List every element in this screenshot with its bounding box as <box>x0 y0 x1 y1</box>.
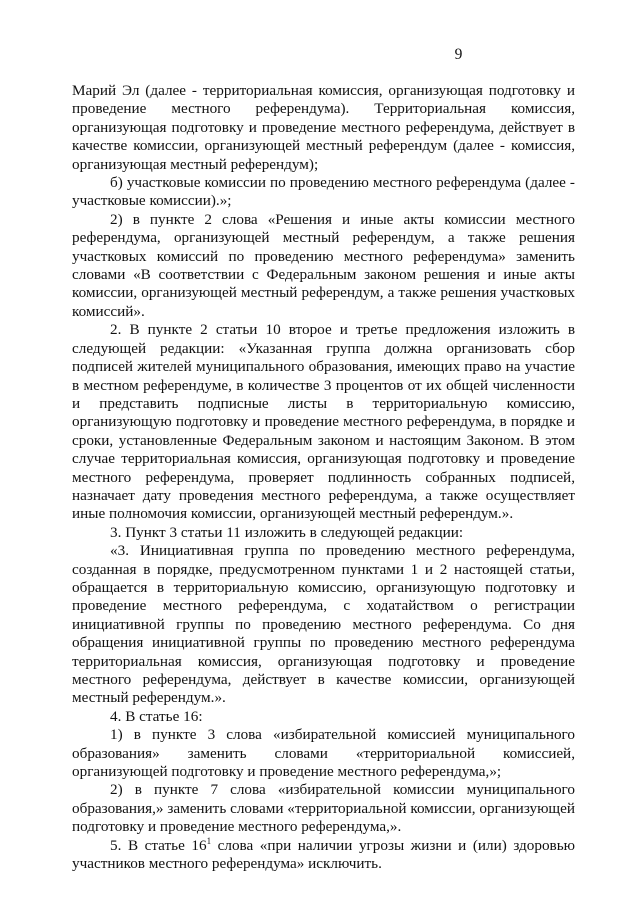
paragraph-10-start: 5. В статье 16 <box>110 836 207 854</box>
paragraph-8: 1) в пункте 3 слова «избирательной комиссией муниципального образования» заменить словами «территориальной комиссией, организующей подготовку и проведение местного референдума,»; <box>72 726 575 781</box>
paragraph-3: 2) в пункте 2 слова «Решения и иные акты комиссии местного референдума, организующей местный референдум, а также решения участковых комиссий по проведению местного референдума» заменить словами «В соответствии с Федеральным законом решения и иные акты комиссии, организующей местный референдум, а также решения участковых комиссий». <box>72 210 575 320</box>
paragraph-1: Марий Эл (далее - территориальная комиссия, организующая подготовку и проведение местного референдума). Территориальная комиссия, организующая подготовку и проведение местного референдума, действует в качестве комиссии, организующей местный референдум (далее - комиссия, организующая местный референдум); <box>72 82 575 173</box>
page-number: 9 <box>454 46 463 63</box>
paragraph-7: 4. В статье 16: <box>110 707 203 725</box>
superscript-mark: 1 <box>206 835 212 846</box>
paragraph-5: 3. Пункт 3 статьи 11 изложить в следующей редакции: <box>110 523 464 541</box>
paragraph-9: 2) в пункте 7 слова «избирательной комиссии муниципального образования,» заменить словами «территориальной комиссии, организующей подготовку и проведение местного референдума,». <box>72 781 575 836</box>
paragraph-6: «3. Инициативная группа по проведению местного референдума, созданная в порядке, предусмотренном пунктами 1 и 2 настоящей статьи, обращается в территориальную комиссию, организующую подготовку и проведение местного референдума, с ходатайством о регистрации инициативной группы по проведению местного референдума. Со дня обращения инициативной группы по проведению местного референдума территориальная комиссия, организующая подготовку и проведение местного референдума, действует в качестве комиссии, организующей местный референдум.». <box>72 542 575 707</box>
document-body <box>72 82 575 873</box>
paragraph-10-end: слова «при наличии угрозы жизни и (или) здоровью участников местного референдума» исключить. <box>72 836 575 873</box>
paragraph-2: б) участковые комиссии по проведению местного референдума (далее - участковые комиссии).»; <box>72 174 575 210</box>
paragraph-10 <box>72 837 575 874</box>
paragraph-4: 2. В пункте 2 статьи 10 второе и третье предложения изложить в следующей редакции: «Указанная группа должна организовать сбор подписей жителей муниципального образования, имеющих право на участие в местном референдуме, в количестве 3 процентов от их общей численности и представить подписные листы в территориальную комиссию, организующую подготовку и проведение местного референдума, в порядке и сроки, установленные Федеральным законом и настоящим Законом. В этом случае территориальная комиссия, организующая подготовку и проведение местного референдума, проверяет подлинность собранных подписей, назначает дату проведения местного референдума, а также осуществляет иные полномочия комиссии, организующей местный референдум.». <box>72 321 575 523</box>
